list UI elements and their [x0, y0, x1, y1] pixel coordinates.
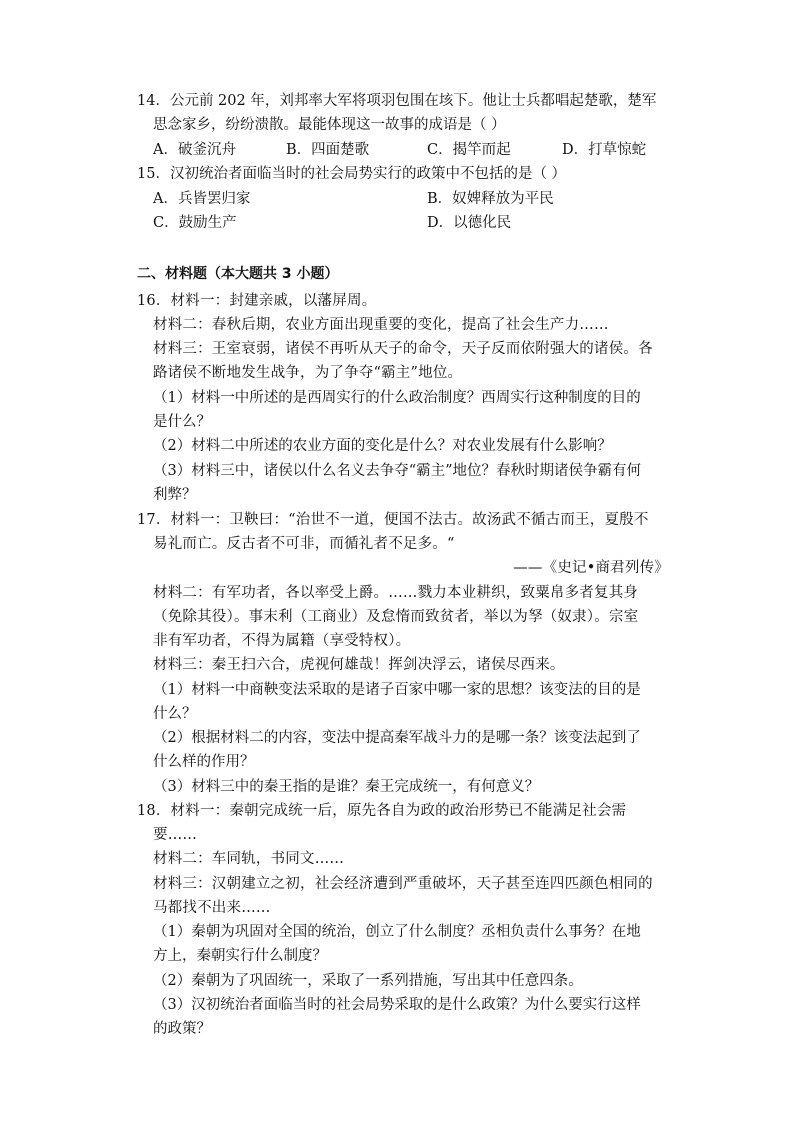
question-15-option-c: C．鼓励生产 — [153, 215, 237, 231]
question-17-material-3: 材料三：秦王扫六合，虎视何雄哉！挥剑决浮云，诸侯尽西来。 — [153, 657, 565, 673]
question-16-material-3-line-2: 路诸侯不断地发生战争，为了争夺“霸主”地位。 — [153, 365, 463, 381]
question-16-part-2: （2）材料二中所述的农业方面的变化是什么？对农业发展有什么影响？ — [153, 438, 612, 454]
question-16-material-3-line-1: 材料三：王室衰弱，诸侯不再听从天子的命令，天子反而依附强大的诸侯。各 — [153, 341, 653, 357]
question-17-part-3: （3）材料三中的秦王指的是谁？秦王完成统一，有何意义？ — [153, 779, 540, 795]
question-16-material-2: 材料二：春秋后期，农业方面出现重要的变化，提高了社会生产力…… — [153, 317, 609, 333]
question-15-option-a: A．兵皆罢归家 — [153, 191, 251, 207]
question-15-stem: 15．汉初统治者面临当时的社会局势实行的政策中不包括的是（ ） — [137, 166, 567, 182]
question-17-part-1-line-1: （1）材料一中商鞅变法采取的是诸子百家中哪一家的思想？该变法的目的是 — [153, 682, 641, 698]
question-18-material-3-line-2: 马都找不出来…… — [153, 900, 271, 916]
question-16-part-3-line-1: （3）材料三中，诸侯以什么名义去争夺“霸主”地位？春秋时期诸侯争霸有何 — [153, 463, 642, 479]
question-15-option-b: B．奴婢释放为平民 — [427, 191, 554, 207]
question-18-material-3-line-1: 材料三：汉朝建立之初，社会经济遭到严重破坏，天子甚至连四匹颜色相同的 — [153, 876, 653, 892]
question-17-material-1-line-2: 易礼而亡。反古者不可非，而循礼者不足多。“ — [153, 536, 455, 552]
question-16-part-3-line-2: 利弊？ — [153, 487, 197, 503]
question-17-material-2-line-1: 材料二：有军功者，各以率受上爵。……戮力本业耕织，致粟帛多者复其身 — [153, 585, 639, 601]
question-18-part-1-line-2: 方上，秦朝实行什么制度？ — [153, 948, 327, 964]
question-17-material-1-line-1: 17．材料一：卫鞅曰：“治世不一道，便国不法古。故汤武不循古而王，夏殷不 — [137, 512, 649, 528]
question-16-part-1-line-1: （1）材料一中所述的是西周实行的什么政治制度？西周实行这种制度的目的 — [153, 390, 641, 406]
question-16-material-1: 16．材料一：封建亲戚，以藩屏周。 — [137, 293, 377, 309]
question-14-stem-line-2: 思念家乡，纷纷溃散。最能体现这一故事的成语是（ ） — [153, 117, 506, 133]
question-18-part-3-line-1: （3）汉初统治者面临当时的社会局势采取的是什么政策？为什么要实行这样 — [153, 997, 641, 1013]
question-17-part-1-line-2: 什么？ — [153, 706, 197, 722]
section-2-heading: 二、材料题（本大题共 3 小题） — [137, 266, 339, 282]
question-14-option-a: A．破釜沉舟 — [153, 142, 236, 158]
question-17-citation: ——《史记•商君列传》 — [513, 560, 669, 576]
question-14-option-d: D．打草惊蛇 — [562, 142, 647, 158]
question-14-option-b: B．四面楚歌 — [286, 142, 370, 158]
question-15-option-d: D．以德化民 — [427, 215, 512, 231]
question-18-part-1-line-1: （1）秦朝为巩固对全国的统治，创立了什么制度？丞相负责什么事务？在地 — [153, 924, 641, 940]
question-17-material-2-line-3: 非有军功者，不得为属籍（享受特权）。 — [153, 633, 411, 649]
question-17-part-2-line-1: （2）根据材料二的内容，变法中提高秦军战斗力的是哪一条？该变法起到了 — [153, 730, 641, 746]
question-18-part-3-line-2: 的政策？ — [153, 1021, 211, 1037]
question-18-part-2: （2）秦朝为了巩固统一，采取了一系列措施，写出其中任意四条。 — [153, 973, 583, 989]
question-17-part-2-line-2: 什么样的作用？ — [153, 754, 255, 770]
question-18-material-1-line-2: 要…… — [153, 827, 198, 843]
question-18-material-1-line-1: 18．材料一：秦朝完成统一后，原先各自为政的政治形势已不能满足社会需 — [137, 803, 627, 819]
question-17-material-2-line-2: （免除其役）。事末利（工商业）及怠惰而致贫者，举以为孥（奴隶）。宗室 — [153, 609, 639, 625]
question-14-option-c: C．揭竿而起 — [427, 142, 511, 158]
question-14-stem-line-1: 14．公元前 202 年，刘邦率大军将项羽包围在垓下。他让士兵都唱起楚歌，楚军 — [137, 93, 657, 109]
question-16-part-1-line-2: 是什么？ — [153, 414, 211, 430]
question-18-material-2: 材料二：车同轨，书同文…… — [153, 851, 345, 867]
